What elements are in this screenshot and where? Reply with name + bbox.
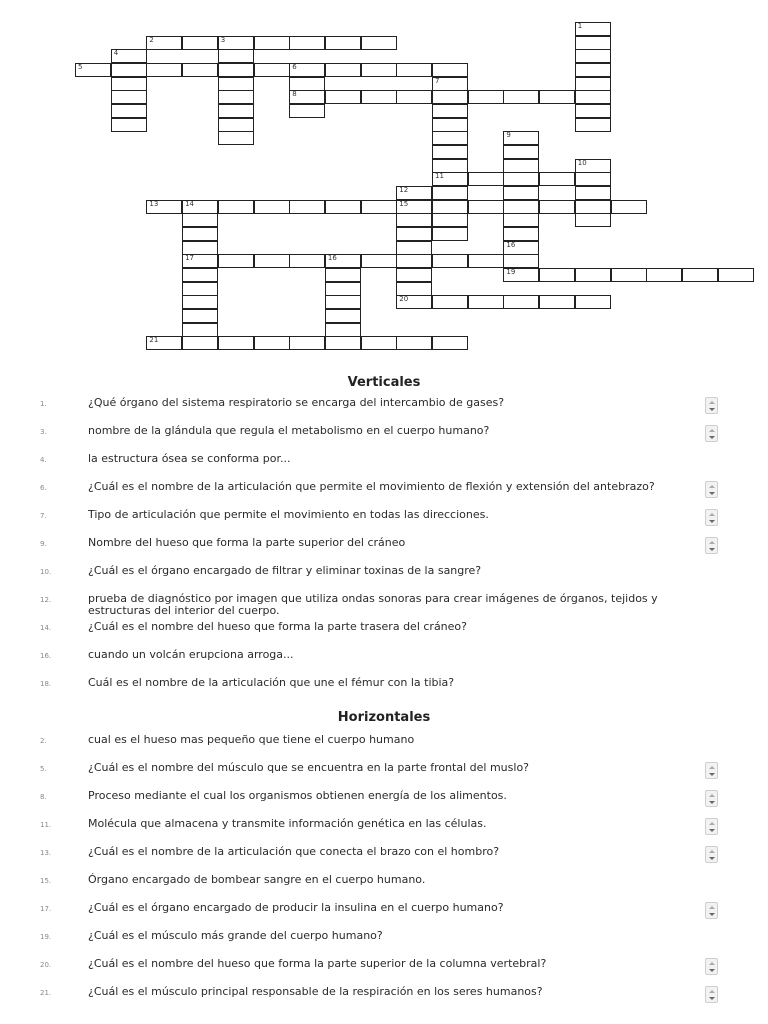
crossword-cell[interactable]	[182, 36, 218, 50]
crossword-cell[interactable]	[182, 295, 218, 309]
crossword-cell[interactable]	[325, 63, 361, 77]
crossword-number: 2	[149, 35, 154, 44]
crossword-cell[interactable]	[539, 90, 575, 104]
crossword-cell[interactable]	[503, 268, 539, 282]
crossword-cell[interactable]	[432, 172, 468, 186]
crossword-cell[interactable]	[182, 213, 218, 227]
crossword-cell[interactable]	[254, 63, 290, 77]
crossword-cell[interactable]	[182, 282, 218, 296]
clue-row	[0, 565, 768, 593]
crossword-cell[interactable]	[432, 159, 468, 173]
crossword-cell[interactable]	[254, 336, 290, 350]
clue-row	[0, 481, 768, 509]
clue-text: ¿Cuál es el nombre del músculo que se encuentra en la parte frontal del muslo?	[88, 761, 530, 774]
crossword-cell[interactable]	[325, 36, 361, 50]
clue-text: ¿Cuál es el músculo principal responsable de la respiración en los seres humanos?	[88, 985, 543, 998]
crossword-cell[interactable]	[361, 200, 397, 214]
crossword-cell[interactable]	[432, 104, 468, 118]
crossword-cell[interactable]	[718, 268, 754, 282]
clue-number: 10.	[40, 568, 52, 576]
crossword-number: 21	[149, 336, 159, 345]
crossword-cell[interactable]	[575, 268, 611, 282]
clue-text: Proceso mediante el cual los organismos obtienen energía de los alimentos.	[88, 789, 507, 802]
crossword-cell[interactable]	[111, 49, 147, 63]
crossword-cell[interactable]	[325, 282, 361, 296]
crossword-cell[interactable]	[396, 63, 432, 77]
crossword-cell[interactable]	[289, 36, 325, 50]
crossword-number: 11	[435, 172, 444, 181]
crossword-cell[interactable]	[396, 282, 432, 296]
crossword-cell[interactable]	[289, 200, 325, 214]
crossword-cell[interactable]	[182, 309, 218, 323]
scroll-stepper-icon[interactable]	[705, 846, 718, 863]
scroll-stepper-icon[interactable]	[705, 762, 718, 779]
clue-number: 2.	[40, 737, 47, 745]
crossword-cell[interactable]	[218, 118, 254, 132]
clue-row	[0, 986, 768, 1014]
clue-text: ¿Cuál es el nombre del hueso que forma la parte trasera del cráneo?	[88, 620, 467, 633]
crossword-cell[interactable]	[289, 77, 325, 91]
crossword-cell[interactable]	[289, 254, 325, 268]
clue-number: 16.	[40, 652, 52, 660]
horizontales-heading: Horizontales	[337, 710, 431, 725]
clue-row	[0, 846, 768, 874]
clue-row	[0, 453, 768, 481]
clue-row	[0, 425, 768, 453]
crossword-cell[interactable]	[325, 336, 361, 350]
crossword-cell[interactable]	[325, 309, 361, 323]
clue-text: prueba de diagnóstico por imagen que utiliza ondas sonoras para crear imágenes de órganos, tejidos y estructuras del interior del cuerpo.	[88, 592, 658, 617]
crossword-cell[interactable]	[611, 200, 647, 214]
crossword-cell[interactable]	[432, 77, 468, 91]
crossword-cell[interactable]	[575, 213, 611, 227]
crossword-cell[interactable]	[503, 131, 539, 145]
crossword-cell[interactable]	[396, 336, 432, 350]
clue-number: 11.	[40, 821, 52, 829]
crossword-cell[interactable]	[432, 118, 468, 132]
crossword-cell[interactable]	[682, 268, 718, 282]
crossword-cell[interactable]	[218, 90, 254, 104]
crossword-cell[interactable]	[111, 63, 147, 77]
crossword-cell[interactable]	[218, 200, 254, 214]
crossword-cell[interactable]	[575, 200, 611, 214]
clue-text: Cuál es el nombre de la articulación que une el fémur con la tibia?	[88, 676, 455, 689]
crossword-cell[interactable]	[396, 241, 432, 255]
clue-row	[0, 818, 768, 846]
crossword-cell[interactable]	[75, 63, 111, 77]
crossword-cell[interactable]	[575, 295, 611, 309]
crossword-number: 7	[435, 76, 440, 85]
crossword-cell[interactable]	[361, 254, 397, 268]
crossword-cell[interactable]	[396, 227, 432, 241]
crossword-cell[interactable]	[539, 172, 575, 186]
clue-text: Órgano encargado de bombear sangre en el cuerpo humano.	[88, 873, 426, 886]
clue-row	[0, 677, 768, 705]
clue-row	[0, 734, 768, 762]
crossword-number: 8	[292, 90, 297, 99]
clue-number: 7.	[40, 512, 47, 520]
crossword-cell[interactable]	[503, 254, 539, 268]
clue-row	[0, 397, 768, 425]
crossword-cell[interactable]	[325, 295, 361, 309]
crossword-cell[interactable]	[575, 36, 611, 50]
crossword-cell[interactable]	[575, 77, 611, 91]
clue-text: ¿Cuál es el nombre de la articulación que permite el movimiento de flexión y extensión del antebrazo?	[88, 480, 655, 493]
clue-number: 1.	[40, 400, 47, 408]
clue-text: cual es el hueso mas pequeño que tiene el cuerpo humano	[88, 733, 415, 746]
clue-row	[0, 621, 768, 649]
crossword-cell[interactable]	[396, 254, 432, 268]
crossword-cell[interactable]	[468, 90, 504, 104]
clue-text: cuando un volcán erupciona arroga...	[88, 648, 294, 661]
scroll-stepper-icon[interactable]	[705, 397, 718, 414]
clue-row	[0, 649, 768, 677]
crossword-number: 1	[577, 22, 583, 30]
crossword-cell[interactable]	[289, 63, 325, 77]
crossword-number: 13	[149, 199, 159, 208]
clue-text: ¿Cuál es el nombre del hueso que forma la parte superior de la columna vertebral?	[88, 957, 547, 970]
clue-number: 21.	[40, 989, 52, 997]
crossword-cell[interactable]	[146, 63, 182, 77]
crossword-cell[interactable]	[432, 295, 468, 309]
crossword-number: 12	[399, 185, 409, 194]
crossword-cell[interactable]	[468, 295, 504, 309]
crossword-cell[interactable]	[182, 227, 218, 241]
crossword-cell[interactable]	[432, 336, 468, 350]
crossword-cell[interactable]	[575, 172, 611, 186]
crossword-number: 16	[506, 240, 516, 249]
clue-text: ¿Cuál es el nombre de la articulación que conecta el brazo con el hombro?	[88, 845, 500, 858]
crossword-cell[interactable]	[182, 254, 218, 268]
clue-number: 6.	[40, 484, 47, 492]
crossword-cell[interactable]	[432, 213, 468, 227]
crossword-cell[interactable]	[396, 200, 432, 214]
crossword-cell[interactable]	[575, 22, 611, 36]
clue-text: nombre de la glándula que regula el metabolismo en el cuerpo humano?	[88, 424, 490, 437]
crossword-cell[interactable]	[539, 268, 575, 282]
crossword-cell[interactable]	[361, 63, 397, 77]
clue-text: Tipo de articulación que permite el movimiento en todas las direcciones.	[88, 508, 489, 521]
crossword-number: 19	[506, 267, 516, 276]
crossword-cell[interactable]	[539, 200, 575, 214]
crossword-cell[interactable]	[432, 145, 468, 159]
clue-text: ¿Cuál es el órgano encargado de filtrar y eliminar toxinas de la sangre?	[88, 564, 482, 577]
crossword-cell[interactable]	[503, 172, 539, 186]
crossword-cell[interactable]	[218, 49, 254, 63]
clue-number: 3.	[40, 428, 47, 436]
crossword-number: 4	[113, 49, 119, 58]
crossword-cell[interactable]	[468, 172, 504, 186]
crossword-cell[interactable]	[218, 77, 254, 91]
crossword-cell[interactable]	[218, 36, 254, 50]
crossword-number: 10	[577, 158, 587, 167]
clue-number: 9.	[40, 540, 47, 548]
crossword-cell[interactable]	[111, 77, 147, 91]
crossword-cell[interactable]	[432, 90, 468, 104]
crossword-number: 5	[78, 63, 83, 71]
clue-row	[0, 537, 768, 565]
crossword-cell[interactable]	[539, 295, 575, 309]
crossword-cell[interactable]	[432, 186, 468, 200]
crossword-cell[interactable]	[575, 118, 611, 132]
crossword-cell[interactable]	[575, 49, 611, 63]
crossword-cell[interactable]	[396, 268, 432, 282]
crossword-cell[interactable]	[146, 200, 182, 214]
scroll-stepper-icon[interactable]	[705, 537, 718, 554]
clue-row	[0, 790, 768, 818]
crossword-cell[interactable]	[218, 104, 254, 118]
clue-number: 15.	[40, 877, 52, 885]
crossword-number: 9	[506, 131, 511, 140]
crossword-cell[interactable]	[182, 336, 218, 350]
scroll-stepper-icon[interactable]	[705, 986, 718, 1003]
crossword-cell[interactable]	[468, 254, 504, 268]
clue-row	[0, 874, 768, 902]
crossword-cell[interactable]	[289, 336, 325, 350]
scroll-stepper-icon[interactable]	[705, 425, 718, 442]
crossword-cell[interactable]	[432, 254, 468, 268]
clue-text: ¿Cuál es el órgano encargado de producir la insulina en el cuerpo humano?	[88, 901, 504, 914]
crossword-cell[interactable]	[218, 131, 254, 145]
crossword-grid	[0, 0, 768, 360]
clue-row	[0, 762, 768, 790]
crossword-cell[interactable]	[111, 90, 147, 104]
crossword-cell[interactable]	[111, 104, 147, 118]
clue-number: 12.	[40, 596, 52, 604]
clue-row	[0, 902, 768, 930]
crossword-cell[interactable]	[361, 36, 397, 50]
crossword-cell[interactable]	[468, 200, 504, 214]
clue-number: 4.	[40, 456, 47, 464]
crossword-cell[interactable]	[503, 200, 539, 214]
clue-text: ¿Qué órgano del sistema respiratorio se encarga del intercambio de gases?	[88, 396, 505, 409]
crossword-number: 20	[399, 295, 409, 304]
crossword-cell[interactable]	[575, 90, 611, 104]
crossword-cell[interactable]	[432, 200, 468, 214]
crossword-cell[interactable]	[325, 200, 361, 214]
crossword-number: 3	[220, 35, 226, 44]
crossword-cell[interactable]	[503, 241, 539, 255]
crossword-cell[interactable]	[575, 63, 611, 77]
crossword-number: 17	[185, 254, 195, 263]
crossword-cell[interactable]	[182, 268, 218, 282]
crossword-cell[interactable]	[575, 104, 611, 118]
crossword-cell[interactable]	[575, 186, 611, 200]
crossword-cell[interactable]	[646, 268, 682, 282]
crossword-cell[interactable]	[146, 36, 182, 50]
clue-number: 13.	[40, 849, 52, 857]
clue-row	[0, 509, 768, 537]
crossword-cell[interactable]	[218, 254, 254, 268]
crossword-cell[interactable]	[325, 90, 361, 104]
crossword-cell[interactable]	[361, 336, 397, 350]
crossword-cell[interactable]	[325, 323, 361, 337]
crossword-cell[interactable]	[432, 227, 468, 241]
crossword-cell[interactable]	[111, 118, 147, 132]
clue-row	[0, 958, 768, 986]
clue-number: 5.	[40, 765, 47, 773]
crossword-cell[interactable]	[432, 63, 468, 77]
crossword-cell[interactable]	[503, 186, 539, 200]
scroll-stepper-icon[interactable]	[705, 902, 718, 919]
crossword-cell[interactable]	[325, 268, 361, 282]
crossword-number: 14	[185, 199, 195, 208]
crossword-cell[interactable]	[146, 336, 182, 350]
crossword-cell[interactable]	[396, 213, 432, 227]
crossword-cell[interactable]	[182, 323, 218, 337]
clue-text: Molécula que almacena y transmite información genética en las células.	[88, 817, 487, 830]
clue-number: 14.	[40, 624, 52, 632]
crossword-cell[interactable]	[325, 254, 361, 268]
crossword-cell[interactable]	[182, 241, 218, 255]
crossword-cell[interactable]	[575, 159, 611, 173]
crossword-cell[interactable]	[254, 36, 290, 50]
crossword-number: 16	[327, 254, 337, 263]
crossword-cell[interactable]	[218, 336, 254, 350]
crossword-cell[interactable]	[503, 159, 539, 173]
crossword-cell[interactable]	[503, 295, 539, 309]
scroll-stepper-icon[interactable]	[705, 790, 718, 807]
crossword-cell[interactable]	[254, 254, 290, 268]
crossword-cell[interactable]	[289, 104, 325, 118]
crossword-cell[interactable]	[254, 200, 290, 214]
crossword-cell[interactable]	[503, 227, 539, 241]
scroll-stepper-icon[interactable]	[705, 481, 718, 498]
clue-row	[0, 930, 768, 958]
clue-number: 18.	[40, 680, 52, 688]
clue-number: 20.	[40, 961, 52, 969]
crossword-cell[interactable]	[503, 213, 539, 227]
crossword-cell[interactable]	[289, 90, 325, 104]
clue-number: 17.	[40, 905, 52, 913]
crossword-cell[interactable]	[361, 90, 397, 104]
scroll-stepper-icon[interactable]	[705, 818, 718, 835]
crossword-cell[interactable]	[503, 145, 539, 159]
crossword-cell[interactable]	[396, 186, 432, 200]
crossword-cell[interactable]	[432, 131, 468, 145]
crossword-cell[interactable]	[218, 63, 254, 77]
scroll-stepper-icon[interactable]	[705, 509, 718, 526]
crossword-cell[interactable]	[182, 200, 218, 214]
crossword-number: 6	[292, 63, 297, 71]
clue-text: ¿Cuál es el músculo más grande del cuerpo humano?	[88, 929, 383, 942]
verticales-heading: Verticales	[347, 375, 421, 390]
crossword-cell[interactable]	[182, 63, 218, 77]
crossword-cell[interactable]	[396, 295, 432, 309]
clue-number: 19.	[40, 933, 52, 941]
clue-number: 8.	[40, 793, 47, 801]
crossword-cell[interactable]	[611, 268, 647, 282]
crossword-number: 15	[399, 199, 409, 208]
crossword-cell[interactable]	[503, 90, 539, 104]
clue-text: Nombre del hueso que forma la parte superior del cráneo	[88, 536, 406, 549]
clue-row	[0, 593, 768, 621]
clue-text: la estructura ósea se conforma por...	[88, 452, 291, 465]
crossword-cell[interactable]	[396, 90, 432, 104]
scroll-stepper-icon[interactable]	[705, 958, 718, 975]
